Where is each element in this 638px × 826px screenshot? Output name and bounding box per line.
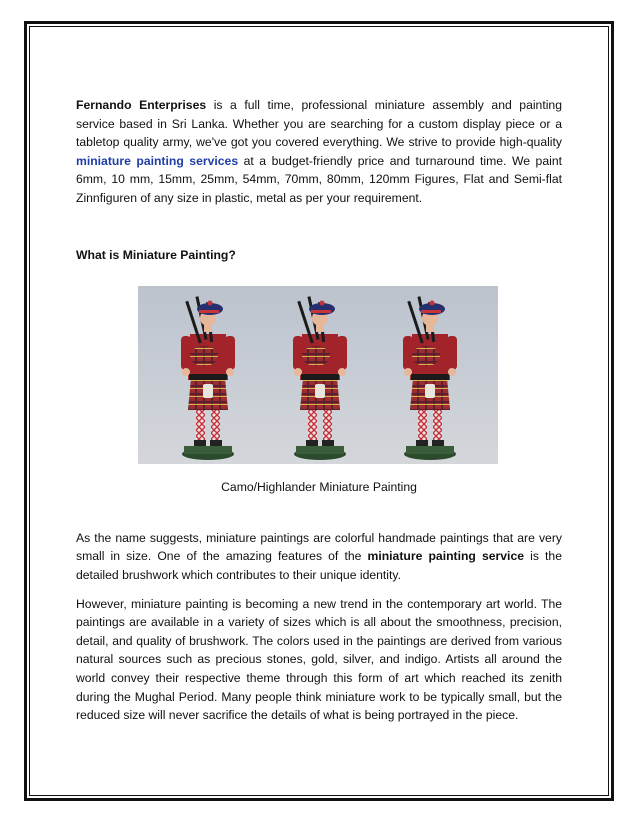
figure-caption: Camo/Highlander Miniature Painting: [221, 480, 417, 495]
highlander-miniatures-photo: [138, 286, 498, 464]
section-heading: What is Miniature Painting?: [76, 247, 236, 262]
document-body: [76, 96, 562, 725]
miniature-painting-services-link[interactable]: miniature painting services: [76, 153, 239, 168]
highlander-figures-illustration: [138, 286, 498, 464]
intro-paragraph: Fernando Enterprises is a full time, professional miniature assembly and painting service based in Sri Lanka. Whether you are searching for a custom display piece or a tabletop quality army, we've got you covered everything. We strive to provide high-quality miniature painting services at a budget-friendly price and turnaround time. We paint 6mm, 10 mm, 15mm, 25mm, 54mm, 70mm, 80mm, 120mm Figures, Flat and Semi-flat Zinnfiguren of any size in plastic, metal as per your requirement.: [76, 98, 562, 205]
company-name: Fernando Enterprises: [76, 98, 207, 112]
paragraph-definition: As the name suggests, miniature paintings are colorful handmade paintings that are very small in size. One of the amazing features of the miniature painting service is the detailed brushwork which contributes to their unique identity.: [76, 530, 562, 582]
miniature-painting-service-bold: miniature painting service: [367, 549, 524, 564]
paragraph-trend: However, miniature painting is becoming a new trend in the contemporary art world. The paintings are available in a variety of sizes which is all about the smoothness, precision, detail, and quality of brushwork. The colors used in the paintings are derived from various natural sources such as precious stones, gold, silver, and indigo. Artists all around the world convey their respective theme through this form of art which reached its zenith during the Mughal Period. Many people think miniature work to be typically small, but the reduced size will never sacrifice the details of what is being portrayed in the piece.: [76, 596, 562, 723]
